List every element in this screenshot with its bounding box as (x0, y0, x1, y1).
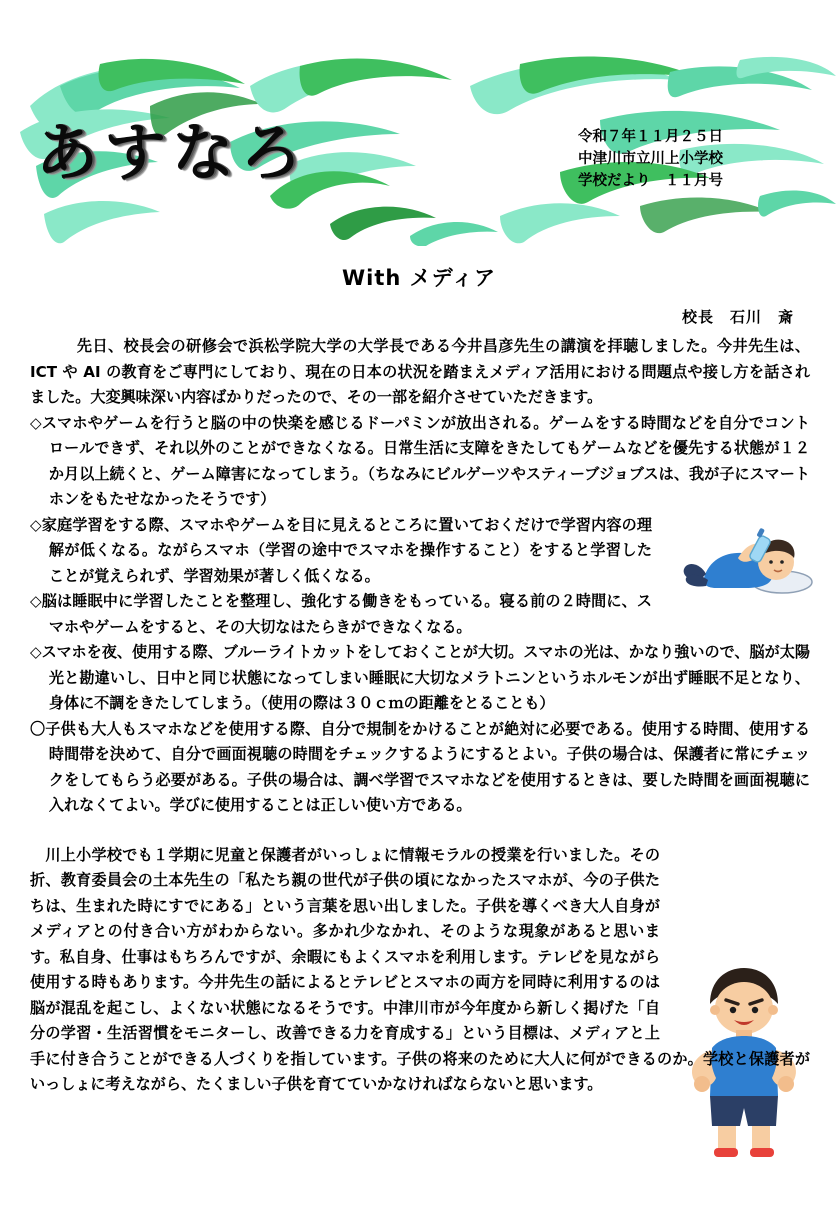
intro-paragraph: 先日、校長会の研修会で浜松学院大学の大学長である今井昌彦先生の講演を拝聴しました。今井先生は、ICT や AI の教育をご専門にしており、現在の日本の状況を踏まえメディア活用における問題点や接し方を話されました。大変興味深い内容ばかりだったので、その一部を紹介させていただきます。 (30, 337, 810, 406)
bullet-item: ◇スマホを夜、使用する際、ブルーライトカットをしておくことが大切。スマホの光は、かなり強いので、脳が太陽光と勘違いし、日中と同じ状態になってしまい睡眠に大切なメラトニンというホルモンが出ず睡眠不足となり、身体に不調をきたしてしまう。（使用の際は３０ｃｍの距離をとることも） (30, 643, 810, 712)
bullet-item: 〇子供も大人もスマホなどを使用する際、自分で規制をかけることが絶対に必要である。使用する時間、使用する時間帯を決めて、自分で画面視聴の時間をチェックするようにするとよい。子供の場合は、保護者に常にチェックをしてもらう必要がある。子供の場合は、調べ学習でスマホなどを使用するときは、要した時間を画面視聴に入れなくてよい。学びに使用することは正しい使い方である。 (30, 719, 810, 814)
article-body (30, 334, 810, 1098)
issue-label: 学校だより １１月号 (578, 173, 723, 189)
issue-date: 令和７年１１月２５日 (578, 129, 723, 145)
illustration-spacer-1 (652, 513, 810, 597)
masthead-title: あすなろ (36, 116, 309, 189)
school-name: 中津川市立川上小学校 (578, 151, 723, 167)
byline: 校長 石川 斎 (681, 308, 794, 326)
closing-paragraph: 川上小学校でも１学期に児童と保護者がいっしょに情報モラルの授業を行いました。その折、教育委員会の土本先生の「私たち親の世代が子供の頃になかったスマホが、今の子供たちは、生まれた時にすでにある」という言葉を思い出しました。子供を導くべき大人自身がメディアとの付き合い方がわからない。多かれ少なかれ、そのような現象があると思います。私自身、仕事はもちろんですが、余暇にもよくスマホを利用します。テレビを見ながら使用する時もあります。今井先生の話によるとテレビとスマホの両方を同時に利用するのは脳が混乱を起こし、よくない状態になるそうです。中津川市が今年度から新しく掲げた「自分の学習・生活習慣をモニターし、改善できる力を育成する」という目標は、メディアと上手に付き合うことができる人づくりを指しています。子供の将来のために大人に何ができるのか。学校と保護者がいっしょに考えながら、たくましい子供を育てていかなければならないと思います。 (30, 845, 810, 1093)
illustration-spacer-2 (660, 843, 810, 1033)
paragraph-gap (30, 819, 810, 843)
bullet-item: ◇家庭学習をする際、スマホやゲームを目に見えるところに置いておくだけで学習内容の理解が低くなる。ながらスマホ（学習の途中でスマホを操作すること）をすると学習したことが覚えられず、学習効果が著しく低くなる。 (30, 515, 652, 585)
issue-info (578, 126, 723, 192)
bullet-item: ◇スマホやゲームを行うと脳の中の快楽を感じるドーパミンが放出される。ゲームをする時間などを自分でコントロールできず、それ以外のことができなくなる。日常生活に支障をきたしてもゲームなどを優先する状態が１２か月以上続くと、ゲーム障害になってしまう。（ちなみにビルゲーツやスティーブジョブスは、我が子にスマートホンをもたせなかったそうです） (30, 413, 810, 508)
page-title: With メディア (342, 266, 496, 290)
bullet-item: ◇脳は睡眠中に学習したことを整理し、強化する働きをもっている。寝る前の２時間に、スマホやゲームをすると、その大切なはたらきができなくなる。 (30, 592, 652, 636)
